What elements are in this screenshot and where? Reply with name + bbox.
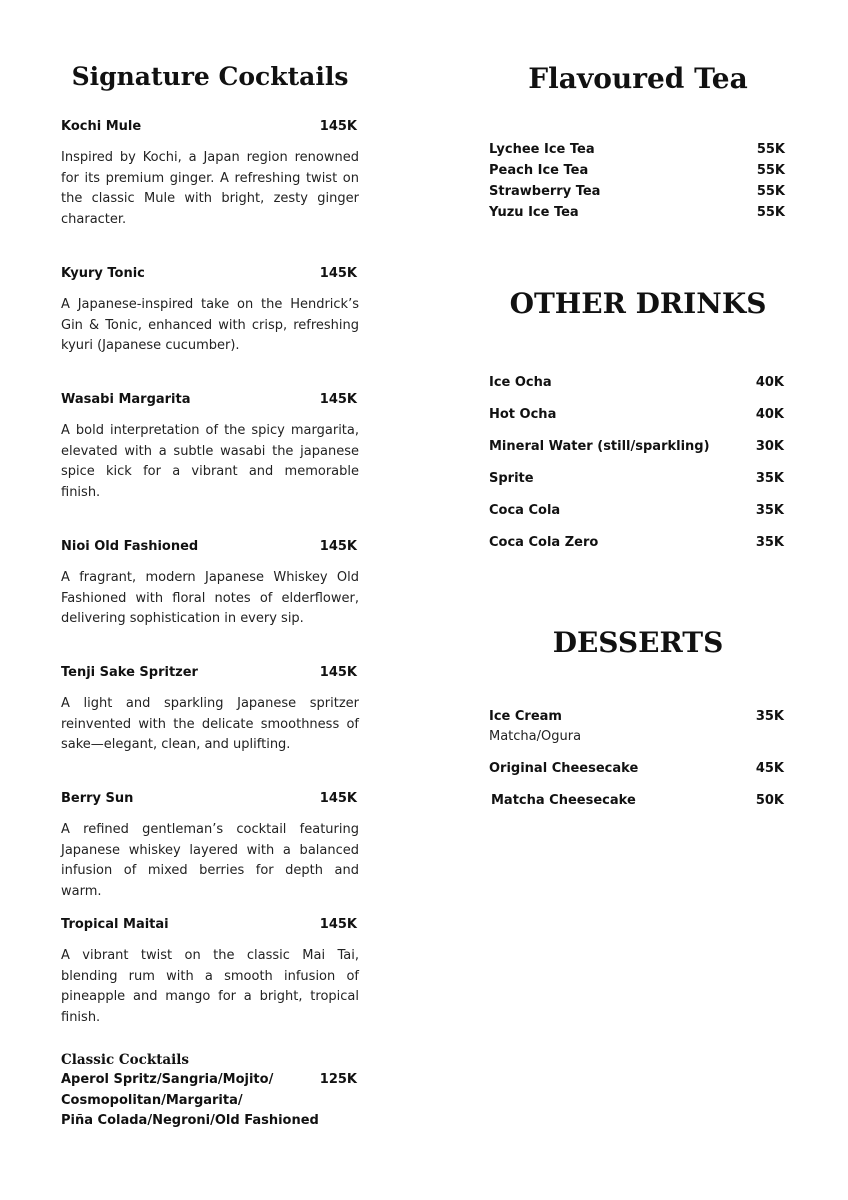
- flavoured-tea-title: Flavoured Tea: [528, 62, 748, 95]
- item-price: 45K: [755, 761, 784, 776]
- item-name: Coca Cola: [489, 503, 561, 518]
- item-price: 145K: [319, 392, 357, 407]
- item-price: 35K: [755, 503, 784, 518]
- menu-item: [489, 139, 787, 160]
- item-description: A Japanese-inspired take on the Hendrick’s Gin & Tonic, enhanced with crisp, refreshing kyuri (Japanese cucumber).: [61, 297, 359, 354]
- item-name: Ice Ocha: [489, 375, 552, 390]
- item-description: A refined gentleman’s cocktail featuring Japanese whiskey layered with a balanced infusion of mixed berries for depth and warm.: [61, 822, 359, 900]
- item-price: 125K: [319, 1072, 357, 1087]
- desserts-title: DESSERTS: [552, 626, 724, 659]
- item-name: Hot Ocha: [489, 407, 557, 422]
- item-name: Lychee Ice Tea: [489, 142, 595, 157]
- menu-item: [489, 181, 787, 202]
- item-name: Nioi Old Fashioned: [61, 539, 199, 554]
- menu-item: [489, 495, 784, 527]
- item-description: A bold interpretation of the spicy margarita, elevated with a subtle wasabi the japanese spice kick for a vibrant and memorable finish.: [61, 423, 359, 501]
- item-name: Sprite: [489, 471, 534, 486]
- item-price: 35K: [755, 709, 784, 724]
- item-price: 55K: [756, 205, 785, 220]
- item-name: Tropical Maitai: [61, 917, 169, 932]
- item-name: Kyury Tonic: [61, 266, 145, 281]
- menu-item-wasabi-margarita: [61, 390, 359, 504]
- signature-cocktails-section: [61, 0, 359, 1200]
- item-price: 145K: [319, 917, 357, 932]
- menu-item-tropical-maitai: [61, 915, 359, 1029]
- item-price: 30K: [755, 439, 784, 454]
- classic-cocktails: [61, 1050, 359, 1132]
- item-price: 145K: [319, 266, 357, 281]
- menu-item: [489, 431, 784, 463]
- classic-line-2: Cosmopolitan/Margarita/: [61, 1092, 243, 1108]
- item-description: A light and sparkling Japanese spritzer reinvented with the delicate smoothness of sake—elegant, clean, and uplifting.: [61, 696, 359, 753]
- item-name: Kochi Mule: [61, 119, 142, 134]
- menu-item-matcha-cheesecake: [489, 791, 784, 811]
- classic-cocktails-heading: Classic Cocktails: [61, 1052, 190, 1068]
- item-description: Inspired by Kochi, a Japan region renowned for its premium ginger. A refreshing twist on the classic Mule with bright, zesty ginger character.: [61, 150, 359, 228]
- desserts-list: [489, 707, 784, 811]
- item-name: Tenji Sake Spritzer: [61, 665, 198, 680]
- item-name: Coca Cola Zero: [489, 535, 599, 550]
- item-price: 55K: [756, 163, 785, 178]
- menu-item-kyury-tonic: [61, 264, 359, 357]
- menu-item: [489, 463, 784, 495]
- item-description: A fragrant, modern Japanese Whiskey Old Fashioned with floral notes of elderflower, delivering sophistication in every sip.: [61, 570, 359, 627]
- item-name: Berry Sun: [61, 791, 134, 806]
- section-title: Signature Cocktails: [71, 62, 349, 91]
- other-drinks-title: OTHER DRINKS: [509, 287, 767, 320]
- menu-item-ice-cream: [489, 707, 784, 727]
- item-price: 40K: [755, 375, 784, 390]
- right-column: [489, 0, 787, 1200]
- item-price: 55K: [756, 142, 785, 157]
- menu-item: [489, 202, 787, 223]
- item-price: 145K: [319, 665, 357, 680]
- item-price: 145K: [319, 791, 357, 806]
- item-price: 50K: [755, 793, 784, 808]
- item-name: Matcha Cheesecake: [491, 793, 636, 808]
- menu-item-berry-sun: [61, 789, 359, 903]
- item-name: Mineral Water (still/sparkling): [489, 439, 710, 454]
- menu-item: [489, 399, 784, 431]
- item-price: 145K: [319, 539, 357, 554]
- item-name: Ice Cream: [489, 709, 562, 724]
- item-description: A vibrant twist on the classic Mai Tai, blending rum with a smooth infusion of pineapple and mango for a bright, tropical finish.: [61, 948, 359, 1026]
- menu-item: [489, 160, 787, 181]
- classic-line-3: Piña Colada/Negroni/Old Fashioned: [61, 1113, 319, 1128]
- item-name: Original Cheesecake: [489, 761, 639, 776]
- flavoured-tea-list: [489, 139, 787, 223]
- item-name: Strawberry Tea: [489, 184, 601, 199]
- item-price: 55K: [756, 184, 785, 199]
- item-name: Yuzu Ice Tea: [489, 205, 579, 220]
- item-name: Peach Ice Tea: [489, 163, 589, 178]
- item-price: 40K: [755, 407, 784, 422]
- item-price: 145K: [319, 119, 357, 134]
- classic-line-1: Aperol Spritz/Sangria/Mojito/: [61, 1072, 274, 1087]
- menu-item-nioi-old-fashioned: [61, 537, 359, 630]
- item-name: Wasabi Margarita: [61, 392, 191, 407]
- menu-item-original-cheesecake: [489, 759, 784, 779]
- other-drinks-list: [489, 367, 784, 559]
- menu-item-kochi-mule: [61, 117, 359, 231]
- item-price: 35K: [755, 535, 784, 550]
- menu-item: [489, 527, 784, 559]
- menu-item-tenji-sake-spritzer: [61, 663, 359, 756]
- item-subtitle: Matcha/Ogura: [489, 729, 582, 744]
- item-price: 35K: [755, 471, 784, 486]
- menu-item: [489, 367, 784, 399]
